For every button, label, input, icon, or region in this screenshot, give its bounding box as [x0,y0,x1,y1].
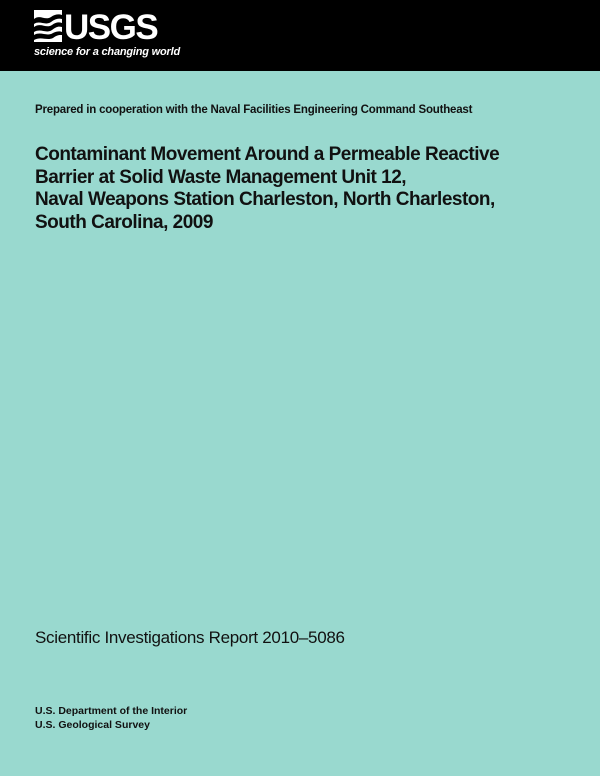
title-line: Naval Weapons Station Charleston, North Charleston, [35,189,495,210]
report-series-number: Scientific Investigations Report 2010–5086 [35,628,345,647]
survey-name: U.S. Geological Survey [35,719,150,731]
title-line: Barrier at Solid Waste Management Unit 12, [35,166,407,188]
department-name: U.S. Department of the Interior [35,705,188,717]
usgs-logo [34,10,180,62]
usgs-tagline: science for a changing world [34,46,180,58]
usgs-banner [0,0,600,71]
title-line: Contaminant Movement Around a Permeable Reactive [35,144,500,165]
usgs-wave-logo-icon [34,10,169,44]
cooperation-statement: Prepared in cooperation with the Naval Facilities Engineering Command Southeast [35,104,473,116]
title-line: South Carolina, 2009 [35,211,213,233]
usgs-logo-text: USGS [64,10,158,44]
report-title [35,144,575,234]
